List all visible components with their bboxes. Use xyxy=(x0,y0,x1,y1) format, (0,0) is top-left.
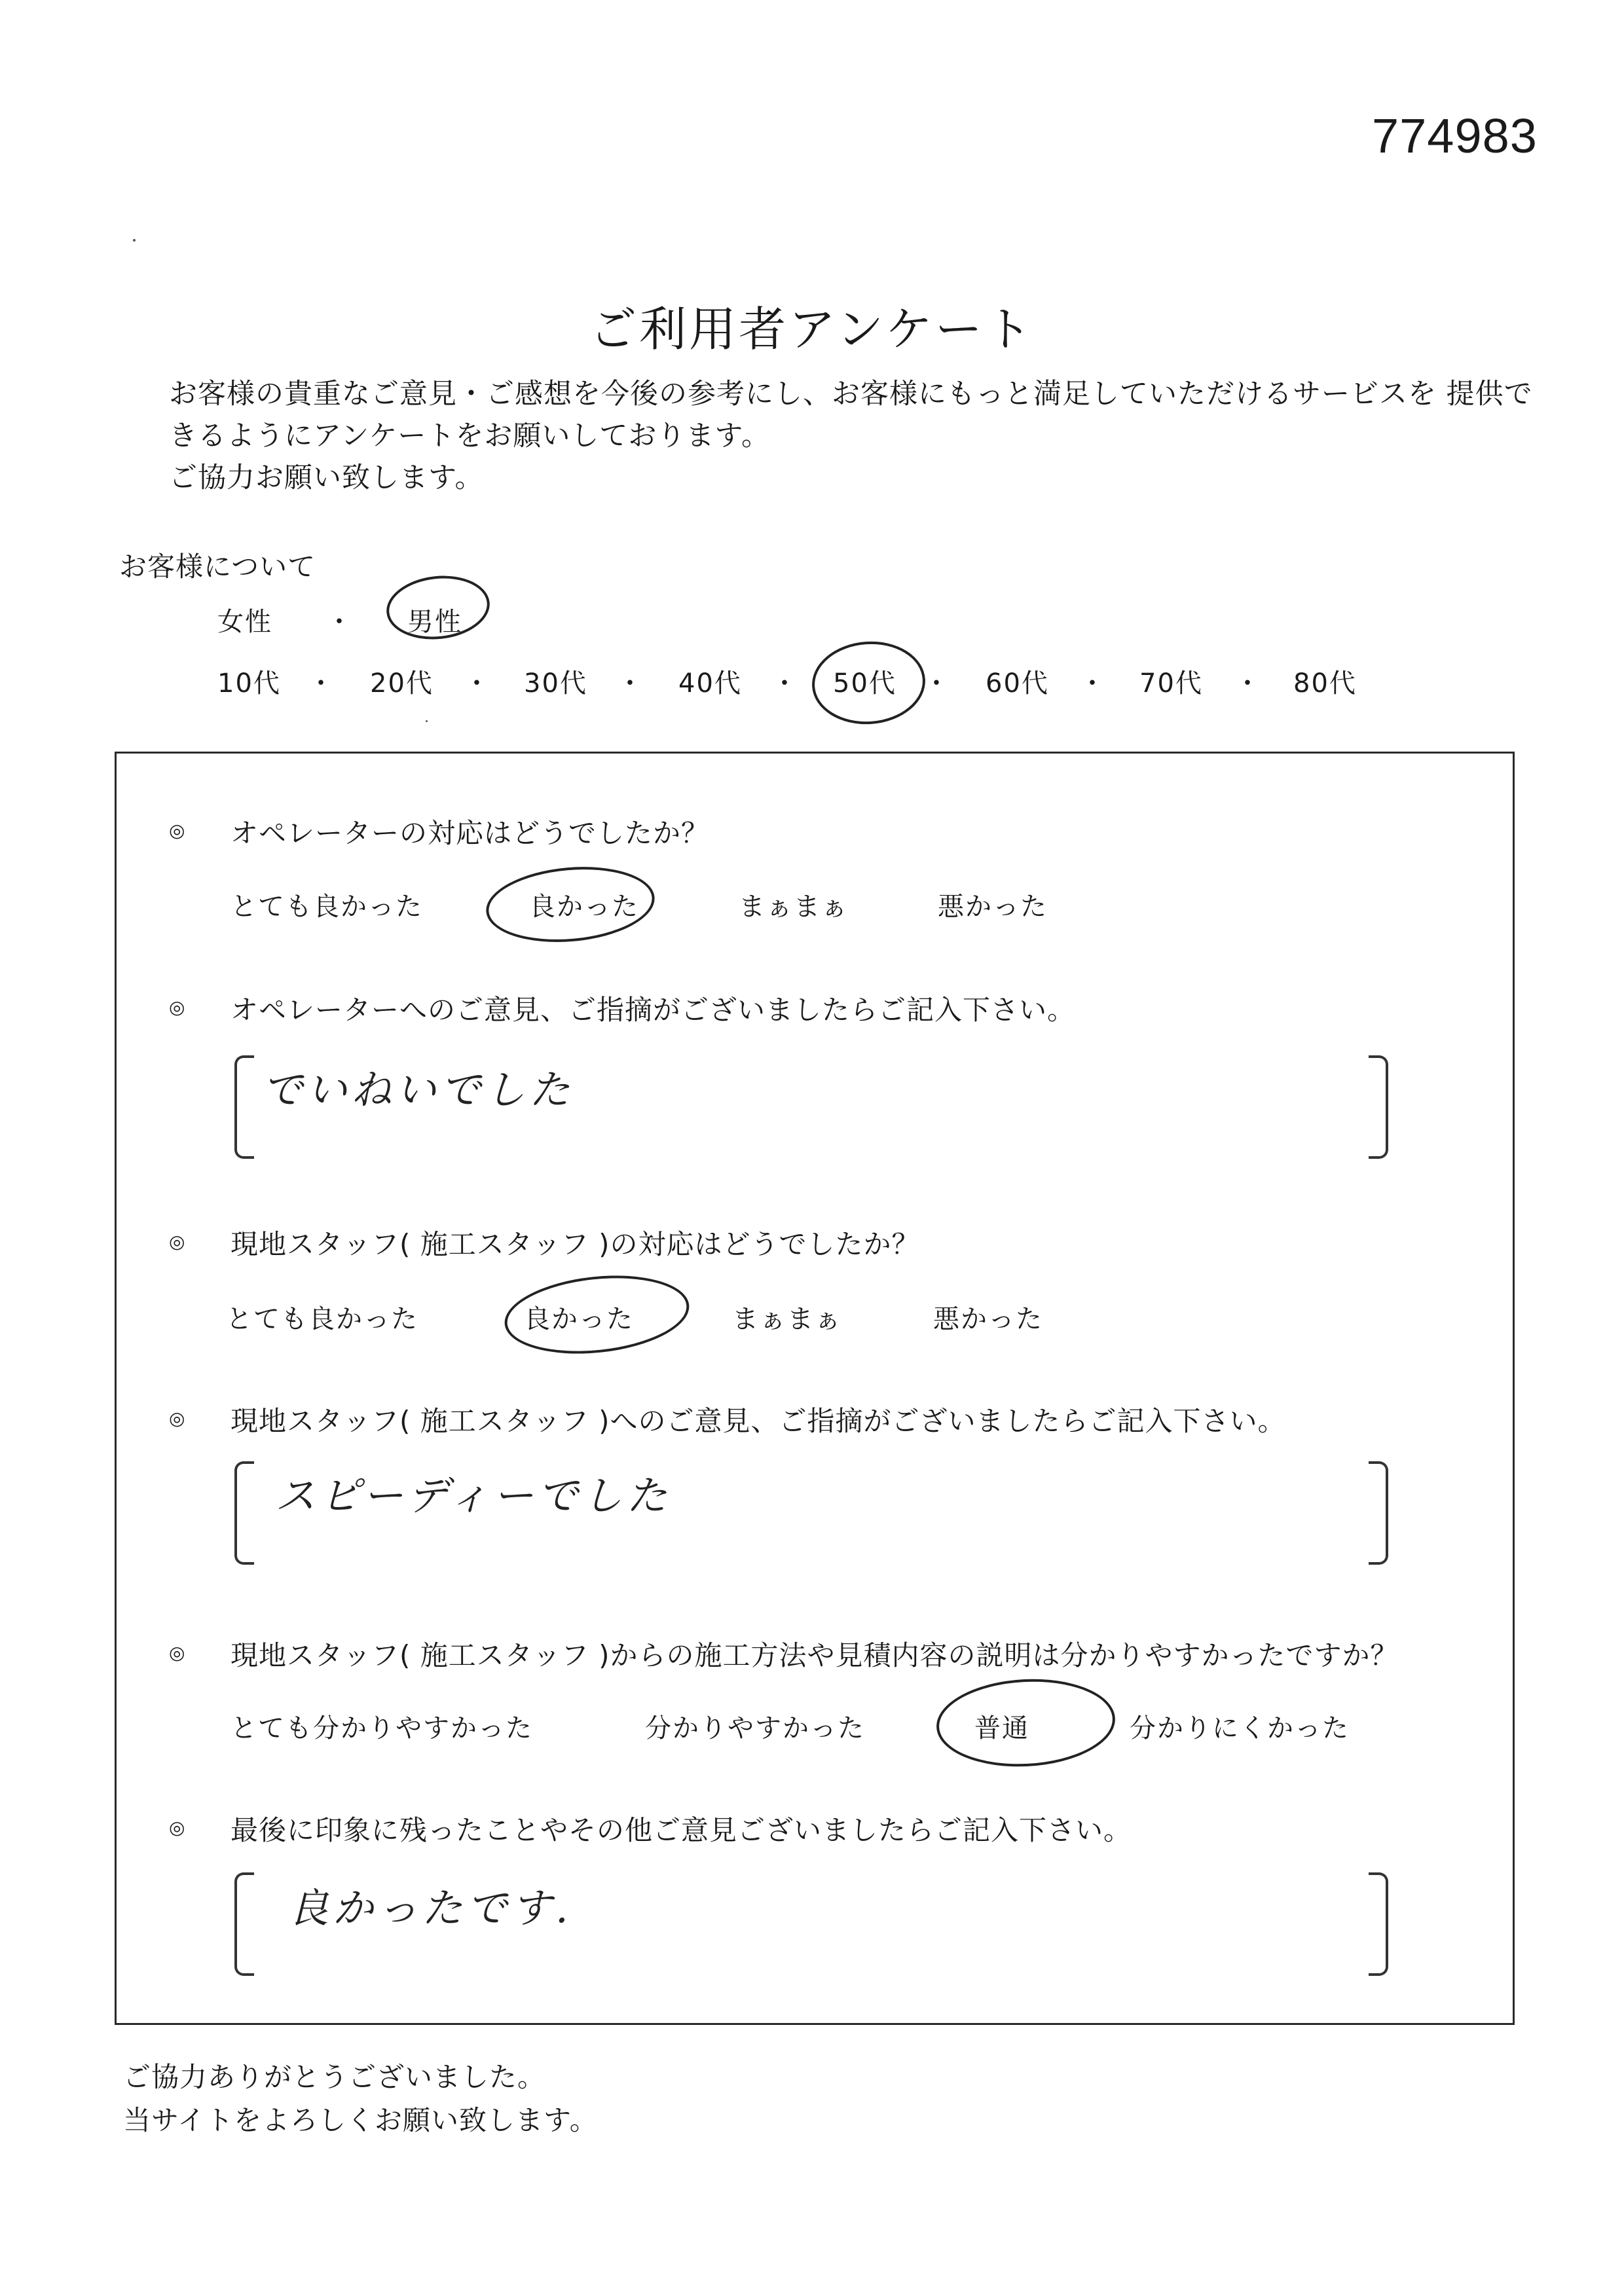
answer-option[interactable]: とても良かった xyxy=(226,1304,418,1334)
bracket-left xyxy=(234,1461,254,1565)
gender-option-male[interactable]: 男性 xyxy=(407,607,462,637)
question-text: 現地スタッフ( 施工スタッフ )の対応はどうでしたか？ xyxy=(231,1228,920,1260)
age-option-20s[interactable]: 20代 xyxy=(370,668,434,699)
separator: ・ xyxy=(923,668,950,699)
closing-line: ご協力ありがとうございました。 xyxy=(123,2061,546,2093)
age-option-60s[interactable]: 60代 xyxy=(986,668,1049,699)
bracket-left xyxy=(234,1872,254,1976)
scan-speck xyxy=(133,239,136,242)
separator: ・ xyxy=(326,607,352,637)
gender-option-female[interactable]: 女性 xyxy=(217,607,272,637)
closing-text xyxy=(123,2056,598,2142)
answer-option[interactable]: 分かりにくかった xyxy=(1130,1713,1350,1743)
page-title: ご利用者アンケート xyxy=(589,302,1035,357)
question-text: 現地スタッフ( 施工スタッフ )からの施工方法や見積内容の説明は分かりやすかったですか？ xyxy=(231,1639,1399,1671)
handwritten-answer[interactable]: スピーディーでした xyxy=(275,1472,671,1520)
answer-option[interactable]: まぁまぁ xyxy=(732,1304,842,1334)
intro-line: きるようにアンケートをお願いしております。 xyxy=(169,420,770,452)
separator: ・ xyxy=(617,668,643,699)
handwritten-answer[interactable]: でいねいでした xyxy=(262,1066,574,1114)
separator: ・ xyxy=(308,668,334,699)
bracket-right xyxy=(1369,1461,1388,1565)
question-marker: ◎ xyxy=(169,1642,185,1664)
selection-circle xyxy=(809,638,928,728)
question-marker: ◎ xyxy=(169,1408,185,1429)
question-marker: ◎ xyxy=(169,820,185,841)
question-text: 現地スタッフ( 施工スタッフ )へのご意見、ご指摘がございましたらご記入下さい。 xyxy=(231,1405,1286,1437)
customer-label: お客様について xyxy=(119,551,316,583)
answer-option[interactable]: 良かった xyxy=(524,1304,634,1334)
intro-line: ご協力お願い致します。 xyxy=(169,462,484,494)
answer-option[interactable]: とても分かりやすかった xyxy=(231,1713,533,1743)
age-option-30s[interactable]: 30代 xyxy=(524,668,587,699)
age-option-80s[interactable]: 80代 xyxy=(1293,668,1357,699)
closing-line: 当サイトをよろしくお願い致します。 xyxy=(123,2104,598,2136)
separator: ・ xyxy=(464,668,490,699)
separator: ・ xyxy=(1234,668,1261,699)
age-option-70s[interactable]: 70代 xyxy=(1139,668,1203,699)
scan-speck xyxy=(426,720,428,722)
question-marker: ◎ xyxy=(169,996,185,1018)
age-option-50s[interactable]: 50代 xyxy=(833,668,896,699)
document-id: 774983 xyxy=(1372,109,1538,163)
intro-text xyxy=(169,373,1533,499)
bracket-right xyxy=(1369,1055,1388,1159)
question-text: オペレーターの対応はどうでしたか？ xyxy=(231,817,710,849)
selection-circle xyxy=(383,571,492,644)
bracket-right xyxy=(1369,1872,1388,1976)
question-marker: ◎ xyxy=(169,1817,185,1838)
question-marker: ◎ xyxy=(169,1231,185,1252)
question-text: 最後に印象に残ったことやその他ご意見ございましたらご記入下さい。 xyxy=(231,1814,1132,1846)
answer-option[interactable]: 分かりやすかった xyxy=(645,1713,865,1743)
answer-option[interactable]: まぁまぁ xyxy=(739,892,849,922)
answer-option[interactable]: 普通 xyxy=(974,1713,1029,1743)
answer-option[interactable]: 悪かった xyxy=(938,892,1048,922)
age-option-10s[interactable]: 10代 xyxy=(217,668,281,699)
answer-option[interactable]: とても良かった xyxy=(231,892,423,922)
bracket-left xyxy=(234,1055,254,1159)
age-option-40s[interactable]: 40代 xyxy=(678,668,742,699)
answer-option[interactable]: 悪かった xyxy=(933,1304,1043,1334)
intro-line: お客様の貴重なご意見・ご感想を今後の参考にし、お客様にもっと満足していただけるサービスを 提供で xyxy=(169,378,1533,410)
separator: ・ xyxy=(771,668,798,699)
answer-option[interactable]: 良かった xyxy=(529,892,639,922)
question-text: オペレーターへのご意見、ご指摘がございましたらご記入下さい。 xyxy=(231,994,1076,1026)
handwritten-answer[interactable]: 良かったです. xyxy=(288,1884,572,1932)
separator: ・ xyxy=(1079,668,1105,699)
